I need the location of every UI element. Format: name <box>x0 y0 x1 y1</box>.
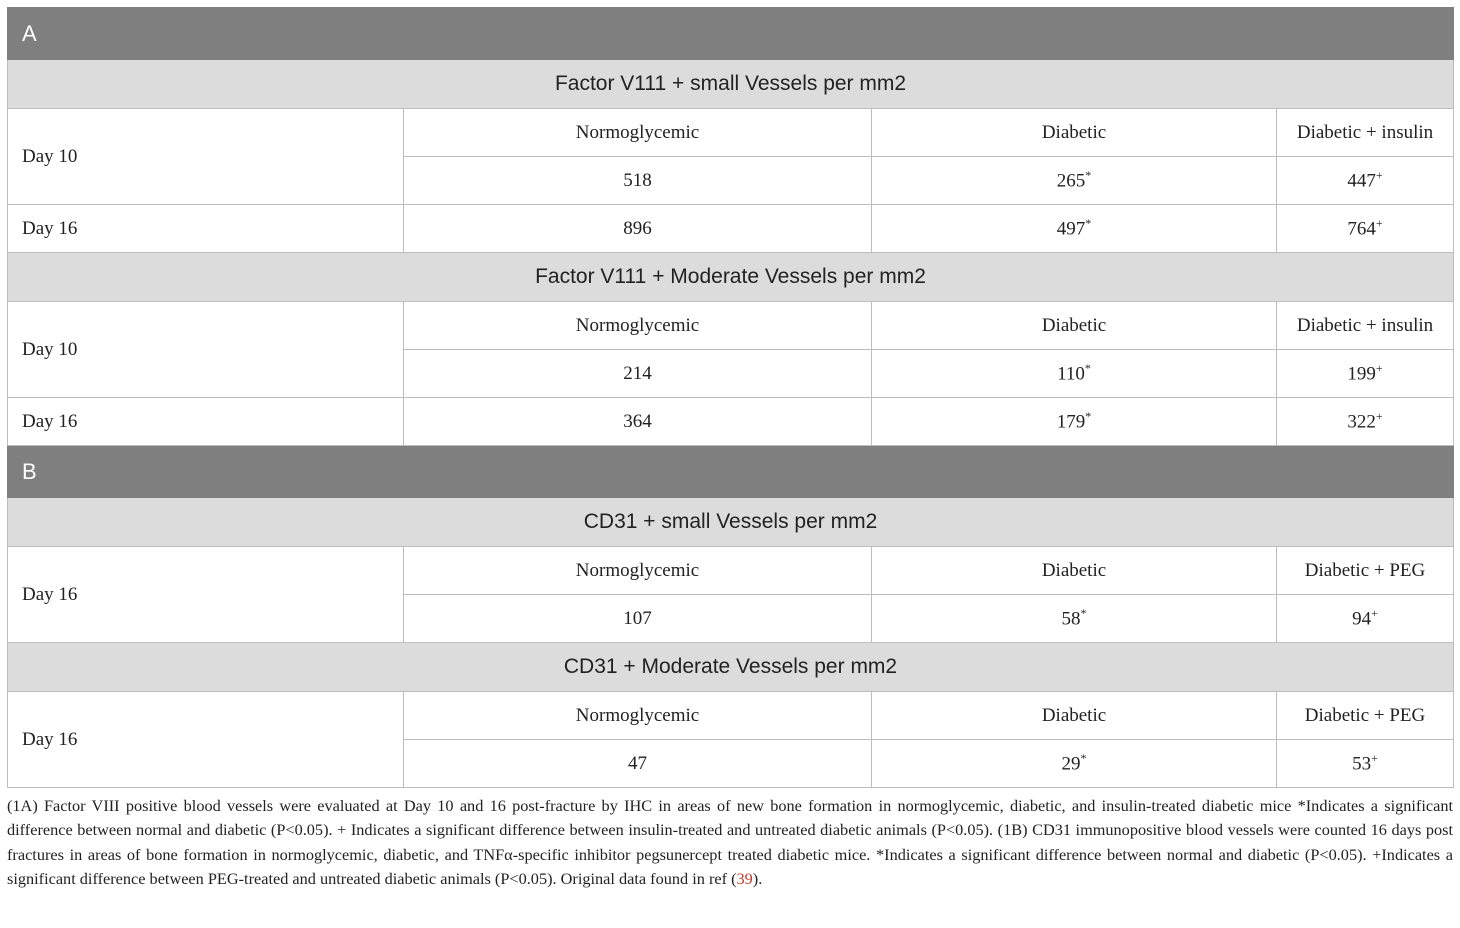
footnote-text-end: ). <box>752 868 763 888</box>
table-cell: 29* <box>872 740 1277 788</box>
column-header: Diabetic <box>872 109 1277 157</box>
table-cell: 447+ <box>1277 157 1454 205</box>
column-header: Normoglycemic <box>404 302 872 350</box>
row-label: Day 16 <box>8 692 404 788</box>
table-cell: 497* <box>872 205 1277 253</box>
column-header: Diabetic + insulin <box>1277 109 1454 157</box>
row-label: Day 10 <box>8 302 404 398</box>
table-container <box>7 7 1453 891</box>
table-cell: 214 <box>404 350 872 398</box>
row-label: Day 16 <box>8 398 404 446</box>
block-title: Factor V111 + small Vessels per mm2 <box>8 60 1454 109</box>
column-header: Normoglycemic <box>404 692 872 740</box>
table-cell: 47 <box>404 740 872 788</box>
table-cell: 199+ <box>1277 350 1454 398</box>
table-cell: 53+ <box>1277 740 1454 788</box>
column-header: Diabetic + PEG <box>1277 692 1454 740</box>
table-cell: 179* <box>872 398 1277 446</box>
column-header: Diabetic <box>872 302 1277 350</box>
column-header: Diabetic <box>872 547 1277 595</box>
data-table <box>7 7 1454 788</box>
footnote-text: (1A) Factor VIII positive blood vessels were evaluated at Day 10 and 16 post-fracture by IHC in areas of new bone formation in normoglycemic, diabetic, and insulin-treated diabetic mice *Indicates a significant difference between normal and diabetic (P<0.05). + Indicates a significant difference between insulin-treated and untreated diabetic animals (P<0.05). (1B) CD31 immunopositive blood vessels were counted 16 days post fractures in areas of bone formation in normoglycemic, diabetic, and TNFα-specific inhibitor pegsunercept treated diabetic mice. *Indicates a significant difference between normal and diabetic (P<0.05). +Indicates a significant difference between PEG-treated and untreated diabetic animals (P<0.05). Original data found in ref ( <box>7 796 1453 888</box>
column-header: Normoglycemic <box>404 547 872 595</box>
column-header: Normoglycemic <box>404 109 872 157</box>
section-a-header: A <box>8 8 1454 60</box>
table-cell: 364 <box>404 398 872 446</box>
section-b-header: B <box>8 446 1454 498</box>
block-title: CD31 + small Vessels per mm2 <box>8 498 1454 547</box>
block-title: Factor V111 + Moderate Vessels per mm2 <box>8 253 1454 302</box>
column-header: Diabetic + insulin <box>1277 302 1454 350</box>
row-label: Day 10 <box>8 109 404 205</box>
row-label: Day 16 <box>8 547 404 643</box>
table-footnote <box>7 794 1453 891</box>
table-cell: 322+ <box>1277 398 1454 446</box>
table-cell: 896 <box>404 205 872 253</box>
table-cell: 110* <box>872 350 1277 398</box>
table-cell: 94+ <box>1277 595 1454 643</box>
block-title: CD31 + Moderate Vessels per mm2 <box>8 643 1454 692</box>
column-header: Diabetic + PEG <box>1277 547 1454 595</box>
table-cell: 764+ <box>1277 205 1454 253</box>
table-cell: 265* <box>872 157 1277 205</box>
table-cell: 518 <box>404 157 872 205</box>
table-cell: 58* <box>872 595 1277 643</box>
reference-link[interactable]: 39 <box>736 868 753 888</box>
row-label: Day 16 <box>8 205 404 253</box>
column-header: Diabetic <box>872 692 1277 740</box>
table-cell: 107 <box>404 595 872 643</box>
